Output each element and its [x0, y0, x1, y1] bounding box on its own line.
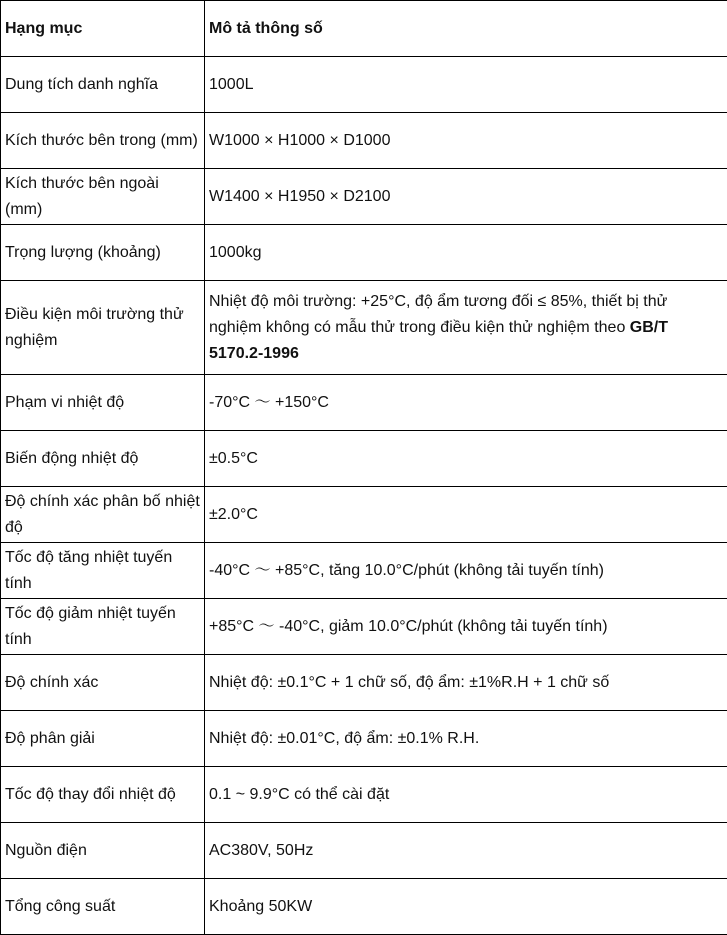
row-value: +85°C ～ -40°C, giảm 10.0°C/phút (không tải tuyến tính): [205, 599, 727, 655]
table-header-row: [1, 1, 727, 57]
row-label: Tốc độ tăng nhiệt tuyến tính: [1, 543, 205, 599]
row-value: W1400 × H1950 × D2100: [205, 169, 727, 225]
row-value: -70°C ～ +150°C: [205, 375, 727, 431]
table-row: [1, 711, 727, 767]
row-label: Tốc độ thay đổi nhiệt độ: [1, 767, 205, 823]
row-value-standard: GB/T 5170.2-1996: [209, 319, 668, 362]
row-value: 1000kg: [205, 225, 727, 281]
table-row: [1, 375, 727, 431]
row-label: Độ chính xác: [1, 655, 205, 711]
table-row: [1, 879, 727, 935]
table-row: [1, 655, 727, 711]
row-value: -40°C ～ +85°C, tăng 10.0°C/phút (không tải tuyến tính): [205, 543, 727, 599]
row-label: Dung tích danh nghĩa: [1, 57, 205, 113]
row-label: Kích thước bên trong (mm): [1, 113, 205, 169]
row-value: Nhiệt độ: ±0.1°C + 1 chữ số, độ ẩm: ±1%R.H + 1 chữ số: [205, 655, 727, 711]
row-label: Độ chính xác phân bố nhiệt độ: [1, 487, 205, 543]
row-value: AC380V, 50Hz: [205, 823, 727, 879]
table-row: [1, 113, 727, 169]
row-label: Điều kiện môi trường thử nghiệm: [1, 281, 205, 375]
table-row: [1, 281, 727, 375]
row-value: ±0.5°C: [205, 431, 727, 487]
table-row: [1, 225, 727, 281]
table-row: [1, 599, 727, 655]
table-row: [1, 823, 727, 879]
table-row: [1, 767, 727, 823]
row-value: W1000 × H1000 × D1000: [205, 113, 727, 169]
table-row: [1, 57, 727, 113]
row-value: 0.1 ~ 9.9°C có thể cài đặt: [205, 767, 727, 823]
row-value: Khoảng 50KW: [205, 879, 727, 935]
table-row: [1, 169, 727, 225]
row-value: Nhiệt độ: ±0.01°C, độ ẩm: ±0.1% R.H.: [205, 711, 727, 767]
row-label: Nguồn điện: [1, 823, 205, 879]
table-row: [1, 543, 727, 599]
row-label: Kích thước bên ngoài (mm): [1, 169, 205, 225]
row-value: [205, 281, 727, 375]
row-value-text: Nhiệt độ môi trường: +25°C, độ ẩm tương đối ≤ 85%, thiết bị thử nghiệm không có mẫu thử trong điều kiện thử nghiệm theo: [209, 293, 667, 336]
row-label: Tổng công suất: [1, 879, 205, 935]
header-cell-category: Hạng mục: [1, 1, 205, 57]
row-label: Tốc độ giảm nhiệt tuyến tính: [1, 599, 205, 655]
row-label: Phạm vi nhiệt độ: [1, 375, 205, 431]
table-row: [1, 431, 727, 487]
row-label: Trọng lượng (khoảng): [1, 225, 205, 281]
row-value: ±2.0°C: [205, 487, 727, 543]
header-cell-description: Mô tả thông số: [205, 1, 727, 57]
row-label: Độ phân giải: [1, 711, 205, 767]
row-value: 1000L: [205, 57, 727, 113]
row-label: Biến động nhiệt độ: [1, 431, 205, 487]
table-row: [1, 487, 727, 543]
